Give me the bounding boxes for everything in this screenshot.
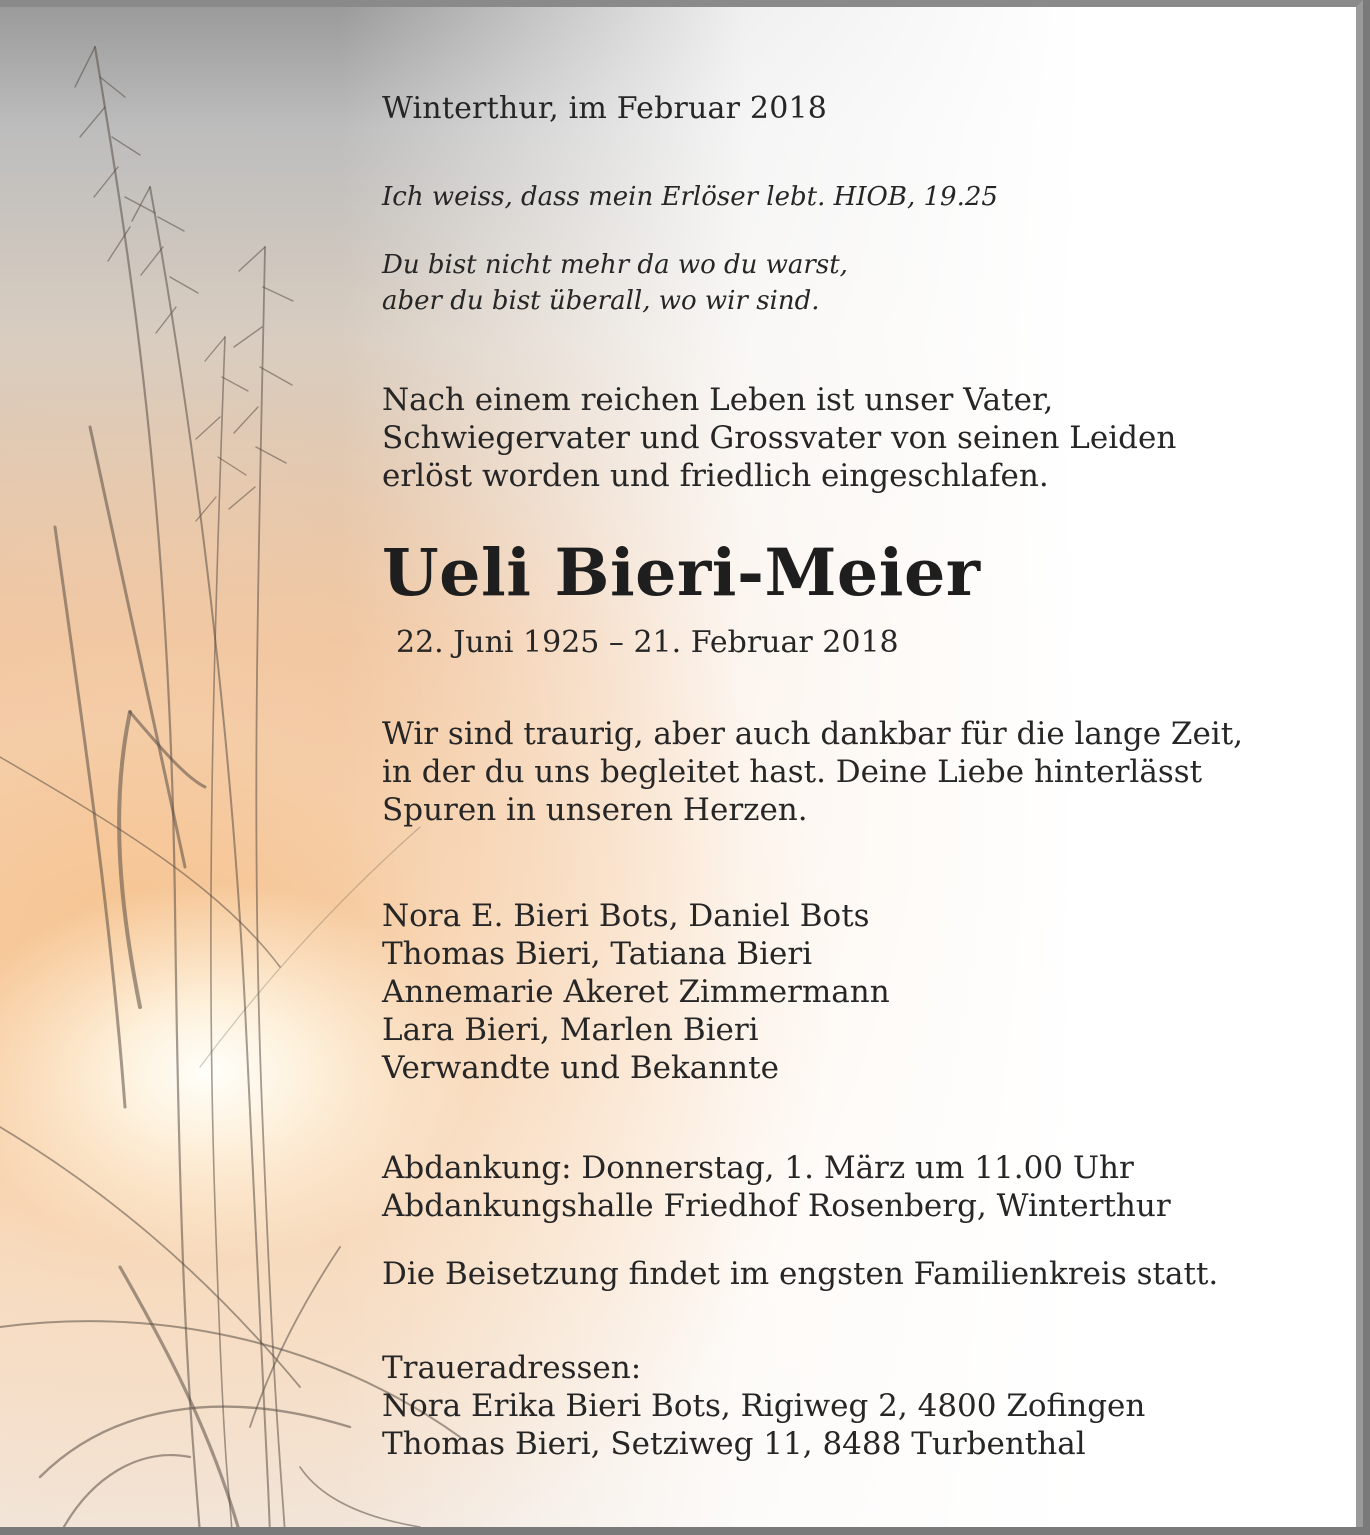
- burial-note: Die Beisetzung findet im engsten Familienkreis statt.: [382, 1256, 1219, 1292]
- intro-line-2: Schwiegervater und Grossvater von seinen Leiden: [382, 420, 1177, 456]
- mourner-line: Lara Bieri, Marlen Bieri: [382, 1012, 759, 1048]
- service-line-1: Abdankung: Donnerstag, 1. März um 11.00 Uhr: [382, 1150, 1134, 1186]
- deceased-name: Ueli Bieri-Meier: [382, 535, 981, 611]
- farewell-line-2: in der du uns begleitet hast. Deine Liebe hinterlässt: [382, 754, 1203, 790]
- place-date: Winterthur, im Februar 2018: [382, 91, 828, 126]
- farewell-line-3: Spuren in unseren Herzen.: [382, 792, 808, 828]
- bible-verse: Ich weiss, dass mein Erlöser lebt. HIOB, 19.25: [382, 182, 998, 212]
- mourner-line: Verwandte und Bekannte: [382, 1050, 779, 1086]
- address-line: Nora Erika Bieri Bots, Rigiweg 2, 4800 Zofingen: [382, 1388, 1146, 1424]
- mourner-line: Nora E. Bieri Bots, Daniel Bots: [382, 898, 870, 934]
- addresses-heading: Traueradressen:: [382, 1350, 642, 1386]
- mourner-line: Annemarie Akeret Zimmermann: [382, 974, 890, 1010]
- farewell-line-1: Wir sind traurig, aber auch dankbar für die lange Zeit,: [382, 716, 1244, 752]
- intro-line-3: erlöst worden und friedlich eingeschlafen.: [382, 458, 1049, 494]
- life-dates: 22. Juni 1925 – 21. Februar 2018: [396, 625, 899, 660]
- address-line: Thomas Bieri, Setziweg 11, 8488 Turbenthal: [382, 1426, 1086, 1462]
- poem-line-2: aber du bist überall, wo wir sind.: [382, 286, 820, 316]
- poem-line-1: Du bist nicht mehr da wo du warst,: [382, 250, 848, 280]
- mourner-line: Thomas Bieri, Tatiana Bieri: [382, 936, 813, 972]
- intro-line-1: Nach einem reichen Leben ist unser Vater,: [382, 382, 1054, 418]
- service-line-2: Abdankungshalle Friedhof Rosenberg, Winterthur: [382, 1188, 1171, 1224]
